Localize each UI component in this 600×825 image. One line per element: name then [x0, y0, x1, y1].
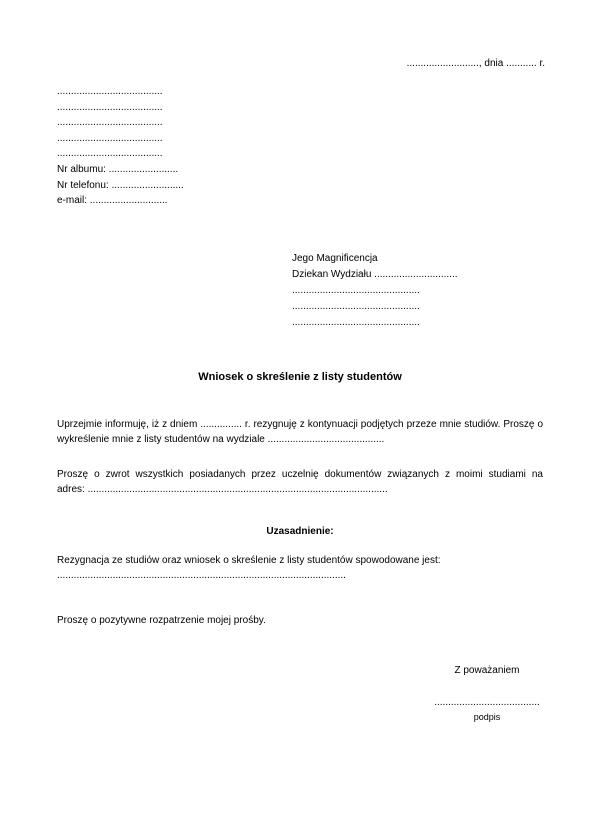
justification-blank-line: ........................................................................................................ — [57, 570, 346, 581]
paragraph-line: Rezygnacja ze studiów oraz wniosek o skreślenie z listy studentów spowodowane jest: — [57, 555, 441, 566]
paragraph-line: Proszę o zwrot wszystkich posiadanych przez uczelnię dokumentów związanych z moimi studiami na — [57, 469, 543, 480]
signature-line: ...................................... — [434, 697, 540, 708]
paragraph-line: Uprzejmie informuję, iż z dniem ............... r. rezygnuję z kontynuacji podjętych przeze mnie studiów. Proszę o — [57, 419, 543, 430]
paragraph-line: adres: ............................................................................................................ — [57, 484, 388, 495]
justification-heading: Uzasadnienie: — [266, 526, 334, 537]
paragraph-documents-return — [57, 467, 543, 497]
date-line: .........................., dnia ........... r. — [406, 58, 545, 69]
addressee-blank-line: .............................................. — [292, 301, 420, 312]
sender-blank-line: ...................................... — [57, 148, 163, 160]
sender-phone-line: Nr telefonu: .......................... — [57, 179, 184, 191]
sender-email-line: e-mail: ............................ — [57, 195, 168, 207]
sender-blank-line: ...................................... — [57, 117, 163, 129]
sender-block — [57, 84, 184, 209]
addressee-blank-line: .............................................. — [292, 285, 420, 296]
paragraph-resignation — [57, 417, 543, 447]
paragraph-justification — [57, 553, 543, 583]
signature-salutation: Z poważaniem — [454, 665, 520, 676]
addressee-salutation: Jego Magnificencja — [292, 253, 378, 264]
sender-blank-line: ...................................... — [57, 132, 163, 144]
addressee-block — [292, 251, 458, 331]
sender-blank-line: ...................................... — [57, 101, 163, 113]
sender-blank-line: ...................................... — [57, 86, 163, 97]
addressee-blank-line: .............................................. — [292, 317, 420, 328]
sender-album-number-line: Nr albumu: ......................... — [57, 163, 179, 175]
signature-block — [430, 663, 544, 725]
addressee-dean-line: Dziekan Wydziału .............................. — [292, 269, 458, 280]
document-title: Wniosek o skreślenie z listy studentów — [198, 371, 402, 383]
closing-request: Proszę o pozytywne rozpatrzenie mojej prośby. — [57, 615, 266, 626]
paragraph-line: wykreślenie mnie z listy studentów na wydziale .......................................... — [57, 434, 385, 445]
signature-caption: podpis — [473, 712, 501, 722]
